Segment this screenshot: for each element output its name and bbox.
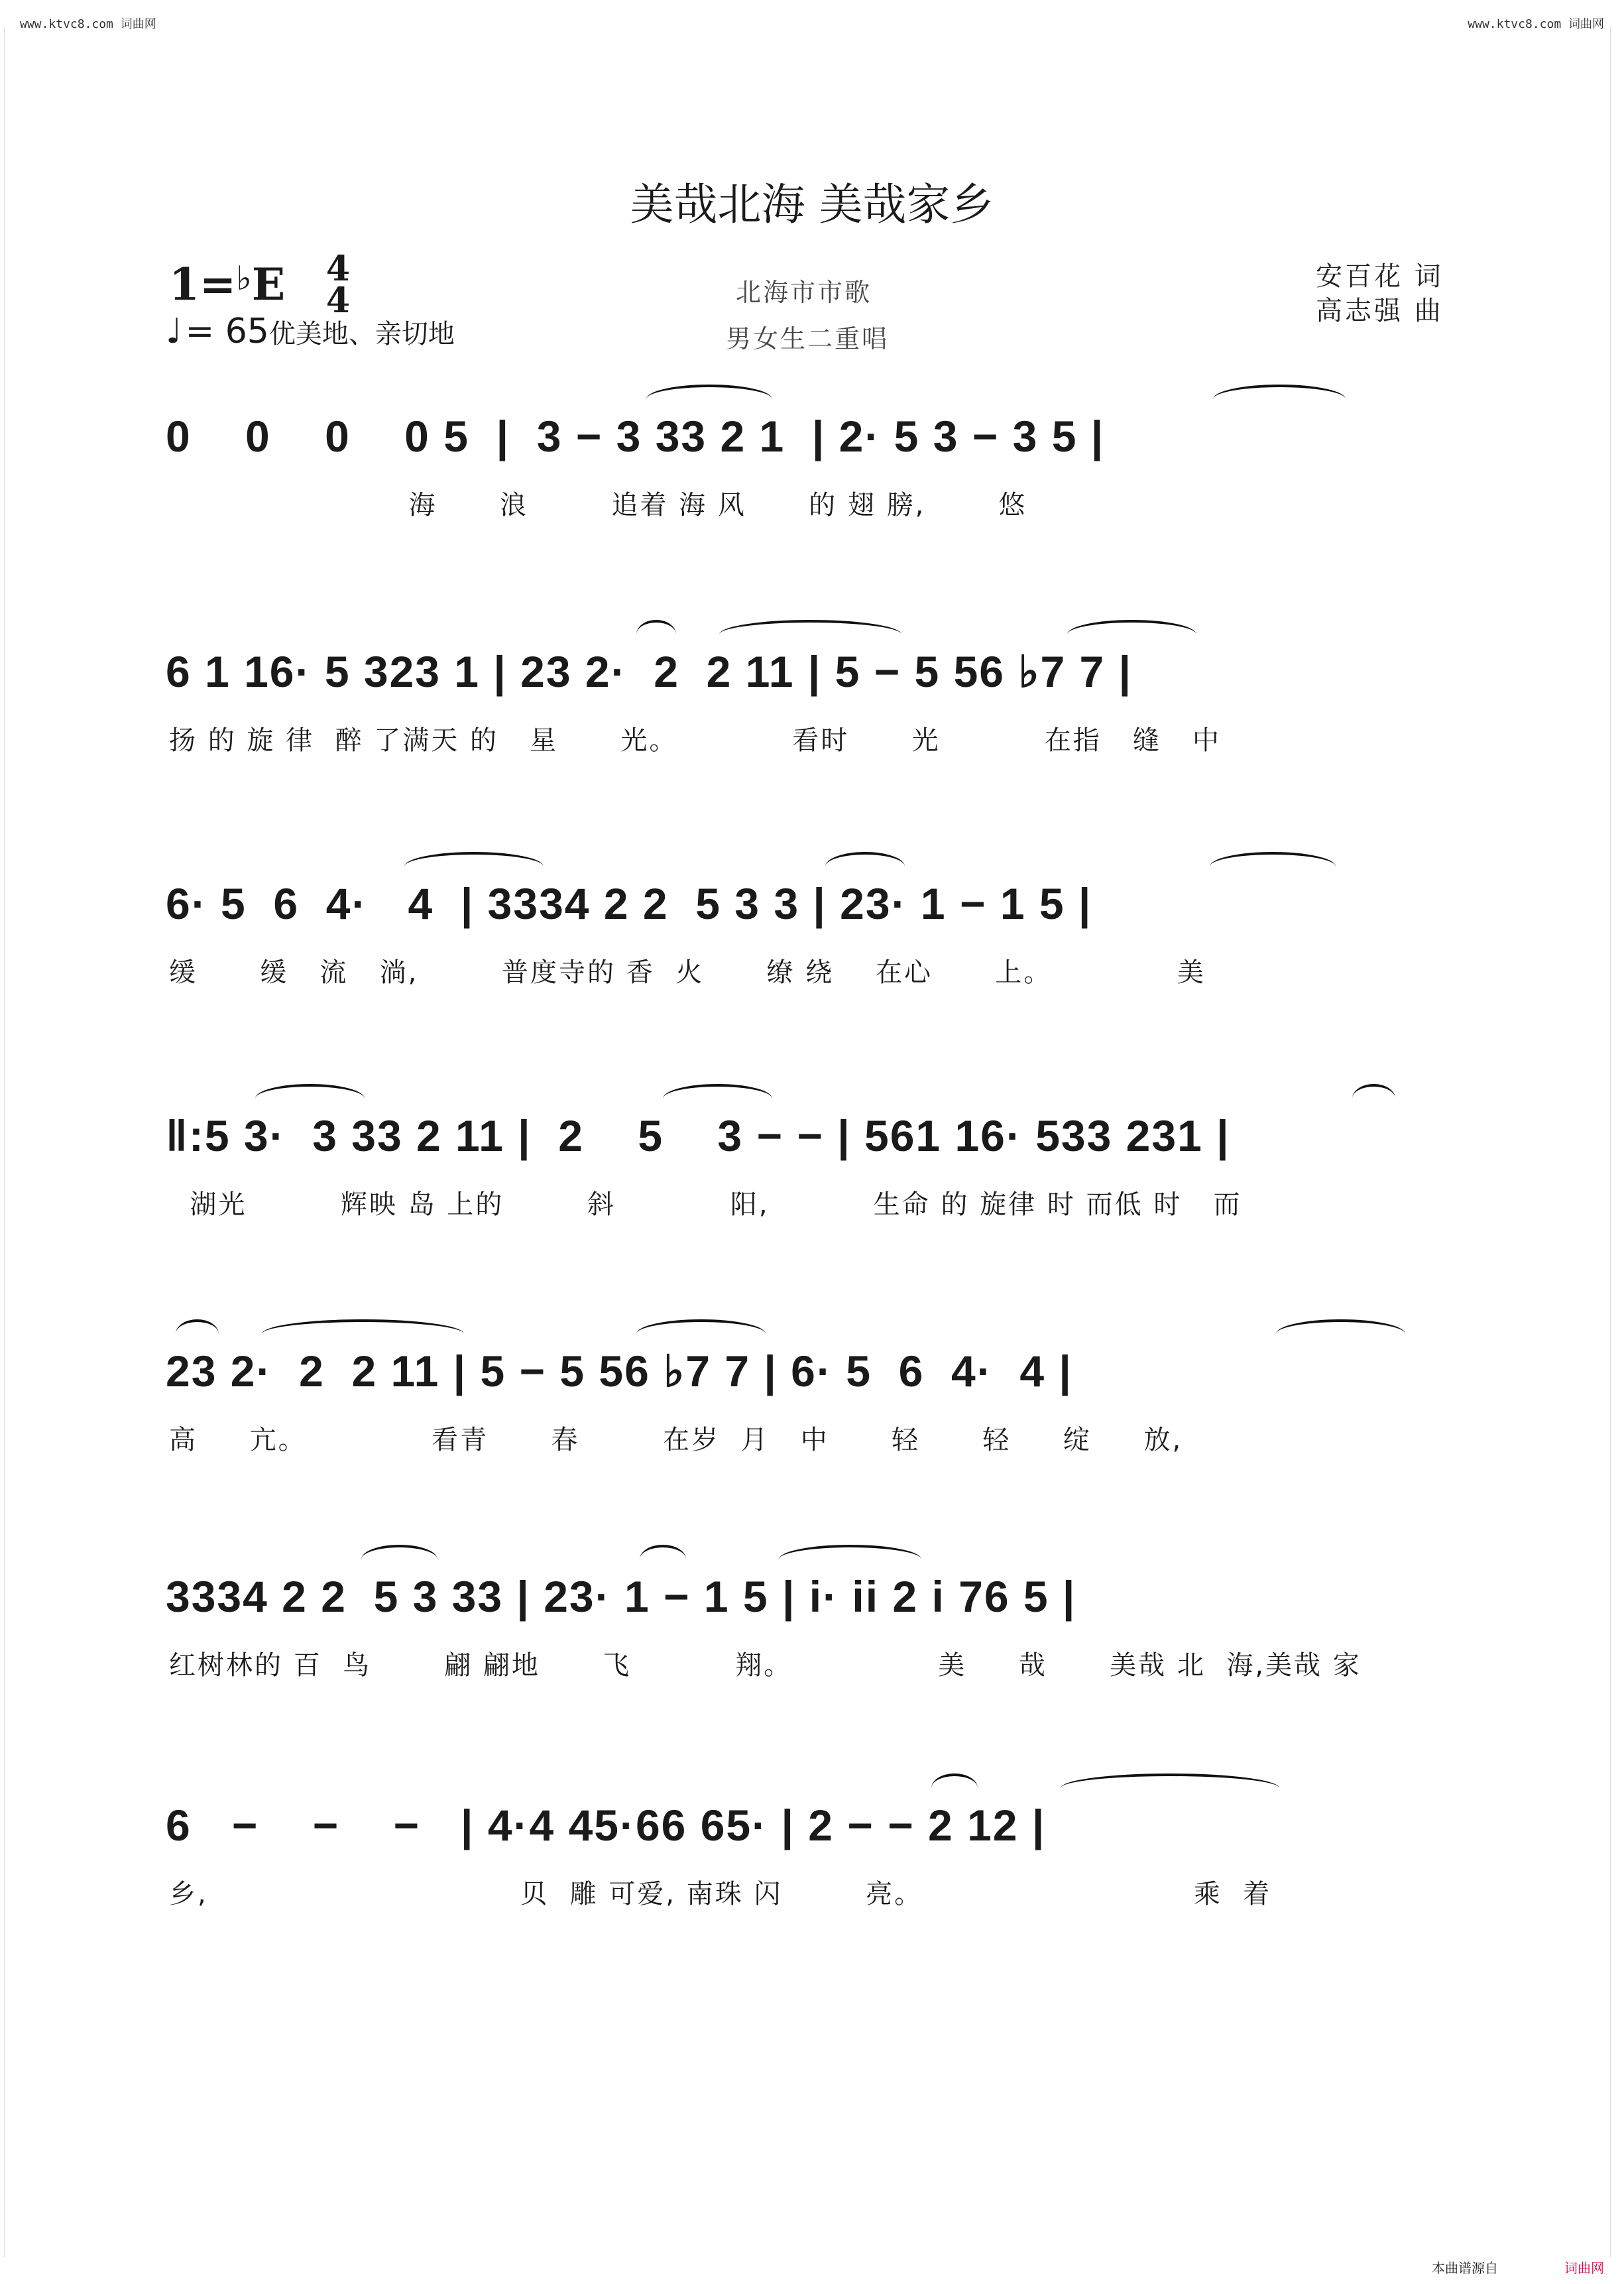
lyrics-line: 缓 缓 流 淌, 普度寺的 香 火 缭 绕 在心 上。 美 <box>169 957 1206 988</box>
slur-mark <box>636 620 676 649</box>
slur-mark <box>825 852 905 881</box>
lyrics-line: 湖光 辉映 岛 上的 斜 阳, 生命 的 旋律 时 而低 时 而 <box>169 1189 1242 1220</box>
lyricist-credit: 安百花 词 <box>1316 261 1444 292</box>
lyrics-line: 乡, 贝 雕 可爱, 南珠 闪 亮。 乘 着 <box>169 1879 1272 1909</box>
lyrics-line: 红树林的 百 鸟 翩 翩地 飞 翔。 美 哉 美哉 北 海,美哉 家 <box>169 1650 1362 1681</box>
lyrics-line: 高 亢。 看青 春 在岁 月 中 轻 轻 绽 放, <box>169 1425 1183 1455</box>
notes-line: ‖:5 3· 3 33 2 11 | 2 5 3 − − | 561 16· 533 231 | <box>166 1111 1230 1160</box>
tempo-expression: 优美地、亲切地 <box>268 319 455 349</box>
slur-mark <box>640 1545 686 1574</box>
song-category: 北海市市歌 <box>736 278 872 307</box>
slur-mark <box>779 1545 921 1574</box>
header-site-left: www.ktvc8.com 词曲网 <box>20 17 156 31</box>
song-performance: 男女生二重唱 <box>726 324 890 353</box>
slur-mark <box>176 1319 219 1349</box>
header-site-right: www.ktvc8.com 词曲网 <box>1468 17 1604 31</box>
notes-line: 6 1 16· 5 323 1 | 23 2· 2 2 11 | 5 − 5 56 ♭7 7 | <box>166 647 1132 696</box>
time-signature <box>318 249 358 321</box>
lyrics-line: 扬 的 旋 律 醉 了满天 的 星 光。 看时 光 在指 缝 中 <box>169 725 1222 756</box>
notes-line: 6 − − − | 4·4 45·66 65· | 2 − − 2 12 | <box>166 1801 1046 1850</box>
slur-mark <box>361 1545 437 1574</box>
slur-mark <box>719 620 901 649</box>
slur-mark <box>1061 1773 1279 1803</box>
song-title: 美哉北海 美哉家乡 <box>630 179 994 230</box>
slur-mark <box>255 1084 365 1113</box>
key-signature <box>169 259 285 310</box>
footer-site-logo[interactable]: 词曲网 <box>1564 2260 1604 2276</box>
notes-line: 0 0 0 0 5 | 3 − 3 33 2 1 | 2· 5 3 − 3 5 | <box>166 412 1105 461</box>
right-margin-strip <box>1610 27 1620 2257</box>
meter-top: 4 <box>325 249 351 289</box>
key-note: E <box>251 259 286 310</box>
slur-mark <box>663 1084 772 1113</box>
slur-mark <box>404 852 544 881</box>
slur-mark <box>931 1773 978 1803</box>
slur-mark <box>262 1319 464 1349</box>
composer-credit: 高志强 曲 <box>1316 296 1444 326</box>
slur-mark <box>1352 1084 1395 1113</box>
meter-bottom: 4 <box>325 280 351 321</box>
slur-mark <box>1276 1319 1405 1349</box>
slur-mark <box>646 385 772 414</box>
quarter-note-icon: ♩ <box>166 312 182 351</box>
footer-source-label: 本曲谱源自 <box>1432 2260 1498 2276</box>
notes-line: 6· 5 6 4· 4 | 3334 2 2 5 3 3 | 23· 1 − 1 5 | <box>166 879 1092 928</box>
tempo-value: = 65 <box>185 312 269 351</box>
lyrics-line: 海 浪 追着 海 风 的 翅 膀, 悠 <box>169 490 1027 520</box>
left-margin-strip <box>4 27 14 2257</box>
slur-mark <box>636 1319 766 1349</box>
tempo-marking <box>166 312 455 351</box>
slur-mark <box>1213 385 1346 414</box>
flat-icon: ♭ <box>236 259 252 298</box>
slur-mark <box>1210 852 1336 881</box>
key-prefix: 1= <box>169 259 237 310</box>
notes-line: 3334 2 2 5 3 33 | 23· 1 − 1 5 | i· ii 2 i 76 5 | <box>166 1572 1076 1621</box>
slur-mark <box>1067 620 1196 649</box>
notes-line: 23 2· 2 2 11 | 5 − 5 56 ♭7 7 | 6· 5 6 4· 4 | <box>166 1347 1073 1396</box>
